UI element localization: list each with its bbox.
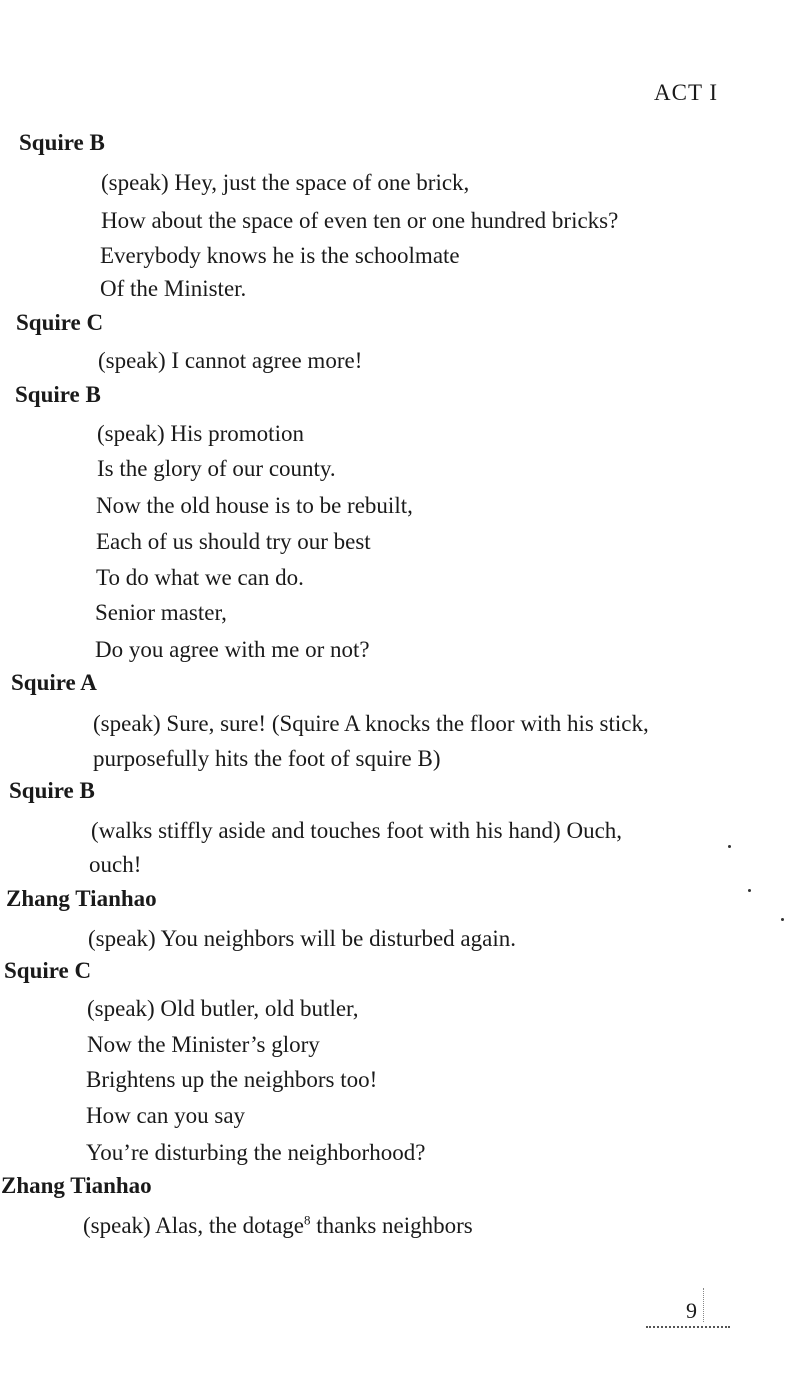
dialogue-line: Brightens up the neighbors too! [86,1067,378,1092]
speaker-name: Squire A [11,670,97,695]
dialogue-text: (speak) Alas, the dotage [83,1213,304,1238]
dialogue-line: Now the old house is to be rebuilt, [96,493,413,518]
dialogue-line: purposefully hits the foot of squire B) [93,746,441,771]
running-head: ACT I [654,80,718,105]
dialogue-line: (speak) I cannot agree more! [98,348,363,373]
dialogue-line: Senior master, [95,600,227,625]
speaker-name: Squire C [16,310,104,335]
dialogue-line: Everybody knows he is the schoolmate [100,243,460,268]
speaker-name: Squire B [19,130,105,155]
dialogue-line: Of the Minister. [100,276,247,301]
dialogue-text: thanks neighbors [310,1213,473,1238]
dialogue-line [83,1213,473,1239]
dialogue-line: (speak) Hey, just the space of one brick, [101,170,470,195]
footnote-marker: 8 [303,1212,311,1228]
speaker-name: Squire B [9,778,95,803]
speaker-name: Squire B [15,382,101,407]
dialogue-line: How can you say [86,1103,246,1128]
dialogue-line: (walks stiffly aside and touches foot with his hand) Ouch, [91,818,623,843]
speaker-name: Squire C [4,958,92,983]
dialogue-line: (speak) Sure, sure! (Squire A knocks the floor with his stick, [93,711,649,736]
margin-dotted-mark [703,1288,704,1322]
dialogue-line: Do you agree with me or not? [95,637,370,662]
speaker-name: Zhang Tianhao [6,886,157,911]
dialogue-line: Now the Minister’s glory [87,1032,320,1057]
speaker-name: Zhang Tianhao [1,1173,152,1198]
dialogue-line: You’re disturbing the neighborhood? [86,1140,426,1165]
scan-speck [728,845,731,848]
scan-speck [781,918,784,921]
footer-dotted-rule [646,1326,730,1328]
dialogue-line: To do what we can do. [96,565,304,590]
dialogue-line: (speak) Old butler, old butler, [87,996,359,1021]
dialogue-line: ouch! [89,852,142,877]
dialogue-line: Each of us should try our best [96,529,371,554]
page-number: 9 [686,1298,697,1323]
dialogue-line: (speak) You neighbors will be disturbed again. [88,926,516,951]
dialogue-line: Is the glory of our county. [97,456,336,481]
scan-speck [748,889,751,892]
dialogue-line: How about the space of even ten or one hundred bricks? [101,208,619,233]
dialogue-line: (speak) His promotion [97,421,304,446]
